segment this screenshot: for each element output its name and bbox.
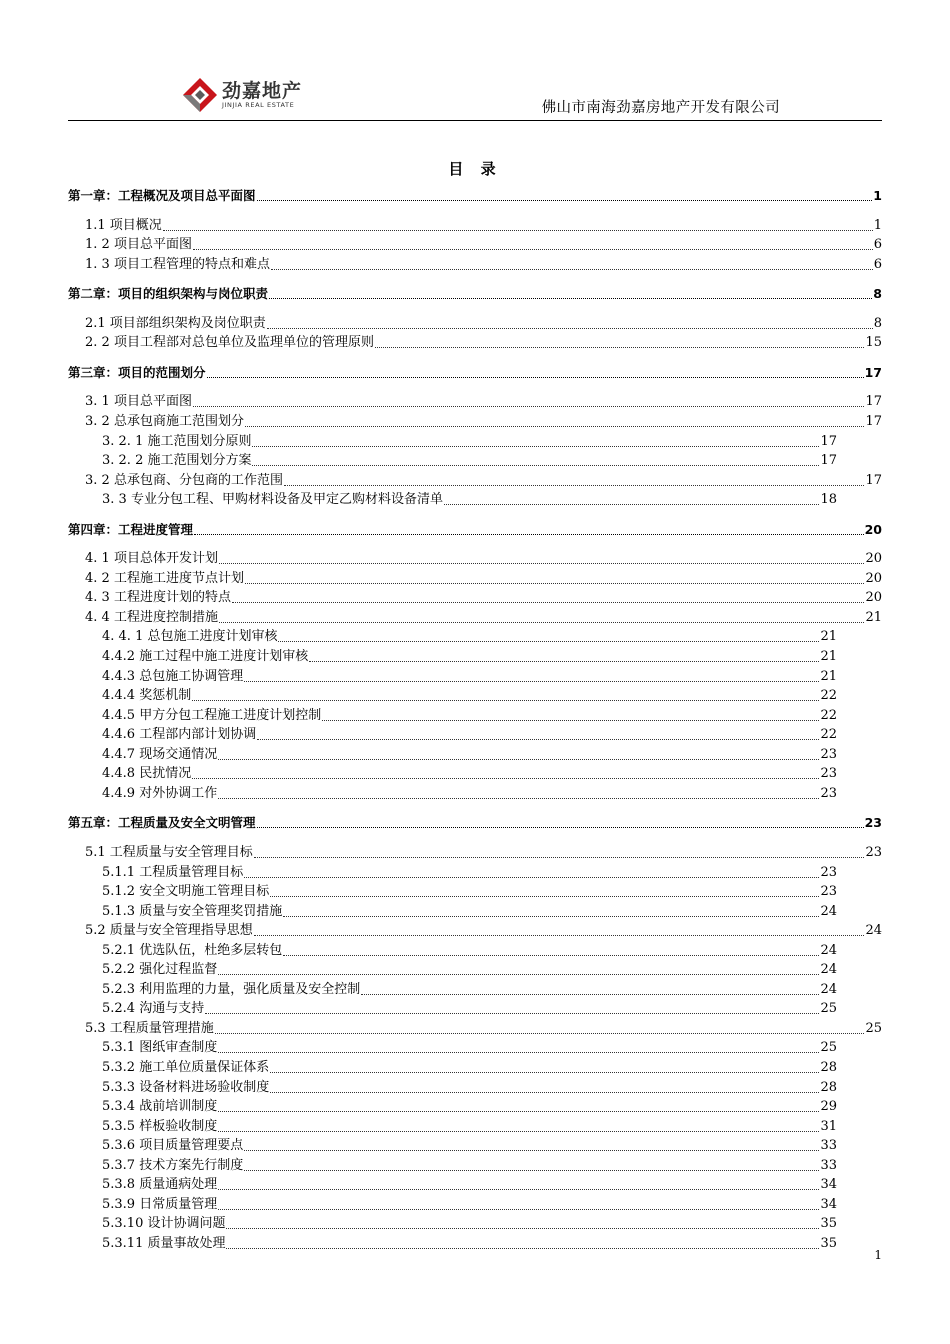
logo-english-text: JINJIA REAL ESTATE <box>222 101 295 109</box>
toc-entry-title: 3. 2 总承包商施工范围划分 <box>85 413 244 429</box>
toc-page-number: 17 <box>820 453 837 469</box>
toc-dot-leader <box>218 1111 819 1112</box>
toc-entry-title: 5.3 工程质量管理措施 <box>85 1020 214 1036</box>
toc-entry[interactable] <box>102 1156 837 1175</box>
toc-entry-title: 4. 1 项目总体开发计划 <box>85 551 218 567</box>
toc-entry[interactable] <box>102 863 837 882</box>
toc-page-number: 23 <box>820 864 837 880</box>
toc-page-number: 8 <box>873 286 882 302</box>
toc-dot-leader <box>257 200 873 201</box>
toc-entry-title: 5.2.1 优选队伍，杜绝多层转包 <box>102 942 283 958</box>
toc-page-number: 21 <box>820 629 837 645</box>
toc-page-number: 24 <box>865 923 882 939</box>
toc-dot-leader <box>192 700 819 701</box>
toc-entry[interactable] <box>102 647 837 666</box>
toc-entry-title: 4. 3 工程进度计划的特点 <box>85 590 231 606</box>
toc-dot-leader <box>267 328 873 329</box>
toc-entry[interactable] <box>102 1234 837 1253</box>
toc-dot-leader <box>271 269 873 270</box>
toc-entry[interactable] <box>85 333 882 352</box>
toc-dot-leader <box>205 1013 819 1014</box>
toc-entry-title: 5.2.3 利用监理的力量，强化质量及安全控制 <box>102 981 361 997</box>
toc-page-number: 22 <box>820 688 837 704</box>
toc-dot-leader <box>218 798 819 799</box>
toc-entry-title: 4. 4. 1 总包施工进度计划审核 <box>102 629 278 645</box>
toc-entry-title: 5.3.6 项目质量管理要点 <box>102 1138 244 1154</box>
toc-entry[interactable] <box>102 1078 837 1097</box>
toc-page-number: 17 <box>864 364 882 380</box>
toc-dot-leader <box>207 377 864 378</box>
toc-entry[interactable] <box>102 432 837 451</box>
toc-dot-leader <box>375 347 865 348</box>
company-name: 佛山市南海劲嘉房地产开发有限公司 <box>541 100 780 116</box>
toc-dot-leader <box>257 827 864 828</box>
toc-dot-leader <box>218 1052 819 1053</box>
toc-page-number: 23 <box>820 746 837 762</box>
toc-page-number: 21 <box>865 609 882 625</box>
toc-entry[interactable] <box>102 725 837 744</box>
toc-entry-title: 第五章：工程质量及安全文明管理 <box>68 815 256 831</box>
toc-dot-leader <box>192 778 819 779</box>
toc-dot-leader <box>218 1131 819 1132</box>
toc-entry-title: 4.4.3 总包施工协调管理 <box>102 668 244 684</box>
toc-entry[interactable] <box>102 941 837 960</box>
toc-entry-title: 第一章：工程概况及项目总平面图 <box>68 188 256 203</box>
toc-page-number: 6 <box>873 256 882 272</box>
toc-entry[interactable] <box>85 314 882 333</box>
toc-entry-title: 5.1.2 安全文明施工管理目标 <box>102 884 270 900</box>
toc-page-number: 23 <box>820 766 837 782</box>
toc-page-number: 8 <box>873 315 882 331</box>
toc-dot-leader <box>226 1248 819 1249</box>
toc-entry-title: 4.4.7 现场交通情况 <box>102 746 218 762</box>
toc-page-number: 24 <box>820 962 837 978</box>
toc-dot-leader <box>283 916 819 917</box>
toc-dot-leader <box>218 1189 819 1190</box>
toc-page-number: 24 <box>820 903 837 919</box>
toc-page-number: 35 <box>820 1235 837 1251</box>
toc-entry[interactable] <box>102 764 837 783</box>
toc-entry-title: 3. 1 项目总平面图 <box>85 394 192 410</box>
toc-entry-title: 1. 3 项目工程管理的特点和难点 <box>85 256 270 272</box>
toc-entry[interactable] <box>85 921 882 940</box>
toc-dot-leader <box>361 994 819 995</box>
toc-page-number: 21 <box>820 649 837 664</box>
toc-entry[interactable] <box>102 1175 837 1194</box>
toc-entry[interactable] <box>85 608 882 627</box>
toc-dot-leader <box>219 563 865 564</box>
toc-entry-title: 5.1.3 质量与安全管理奖罚措施 <box>102 903 283 919</box>
toc-dot-leader <box>254 935 865 936</box>
toc-page-number: 22 <box>820 727 837 743</box>
toc-entry[interactable] <box>102 745 837 764</box>
page-header <box>68 70 882 121</box>
toc-entry[interactable] <box>102 1117 837 1136</box>
toc-entry-title: 第三章：项目的范围划分 <box>68 364 206 380</box>
toc-dot-leader <box>284 485 865 486</box>
toc-entry[interactable] <box>102 490 837 509</box>
toc-entry[interactable] <box>102 1195 837 1214</box>
toc-dot-leader <box>244 681 819 682</box>
toc-entry[interactable] <box>85 588 882 607</box>
toc-dot-leader <box>245 426 865 427</box>
toc-page-number: 20 <box>865 551 882 567</box>
toc-title: 目 录 <box>448 160 502 178</box>
toc-entry[interactable] <box>85 549 882 568</box>
toc-dot-leader <box>163 230 873 231</box>
toc-entry-title: 5.3.8 质量通病处理 <box>102 1177 218 1193</box>
toc-entry[interactable] <box>102 902 837 921</box>
toc-entry[interactable] <box>102 686 837 705</box>
toc-entry[interactable] <box>102 1214 837 1233</box>
toc-dot-leader <box>252 446 819 447</box>
toc-page-number: 31 <box>820 1118 837 1134</box>
toc-entry-title: 4.4.4 奖惩机制 <box>102 688 192 704</box>
toc-entry-title: 第四章：工程进度管理 <box>68 521 194 537</box>
toc-entry-title: 3. 2. 1 施工范围划分原则 <box>102 433 252 449</box>
toc-entry-title: 5.3.2 施工单位质量保证体系 <box>102 1060 270 1075</box>
toc-page-number: 1 <box>873 217 882 233</box>
toc-dot-leader <box>215 1033 865 1034</box>
toc-entry-title: 4.4.8 民扰情况 <box>102 766 192 782</box>
toc-entry-title: 1.1 项目概况 <box>85 217 162 233</box>
toc-entry-title: 5.3.4 战前培训制度 <box>102 1099 218 1115</box>
toc-page-number: 17 <box>865 472 882 488</box>
toc-entry[interactable] <box>102 1038 837 1057</box>
toc-entry[interactable] <box>85 843 882 862</box>
toc-entry[interactable] <box>85 235 882 254</box>
toc-page-number: 23 <box>820 884 837 900</box>
toc-entry[interactable] <box>102 882 837 901</box>
toc-entry-title: 5.3.9 日常质量管理 <box>102 1196 218 1212</box>
toc-entry-title: 3. 2 总承包商、分包商的工作范围 <box>85 472 283 488</box>
toc-dot-leader <box>194 534 864 535</box>
toc-entry[interactable] <box>102 980 837 999</box>
toc-entry[interactable] <box>85 1019 882 1038</box>
toc-page-number: 17 <box>820 433 837 449</box>
toc-dot-leader <box>193 406 865 407</box>
toc-entry-title: 2. 2 项目工程部对总包单位及监理单位的管理原则 <box>85 335 374 351</box>
toc-page-number: 20 <box>864 521 882 537</box>
toc-entry[interactable] <box>102 451 837 470</box>
toc-dot-leader <box>309 661 819 662</box>
toc-entry-title: 3. 3 专业分包工程、甲购材料设备及甲定乙购材料设备清单 <box>102 492 443 508</box>
toc-dot-leader <box>322 720 819 721</box>
toc-page-number: 17 <box>865 413 882 429</box>
page-number: 1 <box>874 1248 882 1262</box>
toc-entry-title: 5.3.11 质量事故处理 <box>102 1235 226 1251</box>
toc-dot-leader <box>257 739 819 740</box>
toc-entry[interactable] <box>85 255 882 274</box>
toc-dot-leader <box>269 298 872 299</box>
toc-page-number: 20 <box>865 590 882 606</box>
toc-dot-leader <box>444 504 820 505</box>
toc-entry[interactable] <box>102 1097 837 1116</box>
toc-entry-title: 5.1.1 工程质量管理目标 <box>102 864 244 880</box>
toc-entry[interactable] <box>102 706 837 725</box>
toc-page-number: 25 <box>865 1020 882 1036</box>
toc-page-number: 23 <box>865 844 882 860</box>
toc-page-number: 34 <box>820 1196 837 1212</box>
toc-dot-leader <box>254 857 865 858</box>
toc-entry-title: 5.3.10 设计协调问题 <box>102 1216 226 1232</box>
toc-dot-leader <box>278 641 819 642</box>
toc-dot-leader <box>252 465 819 466</box>
toc-page-number: 23 <box>864 815 882 831</box>
toc-entry-title: 5.3.7 技术方案先行制度 <box>102 1157 244 1173</box>
toc-entry-title: 4. 4 工程进度控制措施 <box>85 609 218 625</box>
toc-entry[interactable] <box>102 1136 837 1155</box>
toc-entry-title: 4.4.9 对外协调工作 <box>102 785 218 801</box>
toc-dot-leader <box>218 1209 819 1210</box>
toc-dot-leader <box>244 877 819 878</box>
toc-page-number: 33 <box>820 1157 837 1173</box>
toc-dot-leader <box>270 1072 819 1073</box>
toc-dot-leader <box>244 1170 819 1171</box>
toc-page-number: 21 <box>820 668 837 684</box>
toc-entry-title: 1. 2 项目总平面图 <box>85 237 192 253</box>
toc-dot-leader <box>226 1228 819 1229</box>
toc-entry[interactable] <box>85 471 882 490</box>
toc-page-number: 22 <box>820 707 837 723</box>
toc-dot-leader <box>283 955 819 956</box>
toc-chapter-entry[interactable] <box>68 363 882 382</box>
toc-entry-title: 2.1 项目部组织架构及岗位职责 <box>85 315 266 331</box>
toc-dot-leader <box>193 249 873 250</box>
toc-page-number: 24 <box>820 981 837 997</box>
toc-entry[interactable] <box>102 1058 837 1077</box>
toc-entry-title: 4.4.5 甲方分包工程施工进度计划控制 <box>102 707 322 723</box>
toc-page-number: 24 <box>820 942 837 958</box>
toc-entry-title: 4. 2 工程施工进度节点计划 <box>85 570 244 586</box>
toc-page-number: 18 <box>820 492 837 508</box>
toc-entry-title: 5.2.2 强化过程监督 <box>102 962 218 978</box>
toc-dot-leader <box>245 583 865 584</box>
toc-entry[interactable] <box>85 216 882 235</box>
company-logo <box>180 76 320 114</box>
toc-page-number: 33 <box>820 1138 837 1154</box>
toc-entry[interactable] <box>102 999 837 1018</box>
toc-entry-title: 4.4.2 施工过程中施工进度计划审核 <box>102 649 309 664</box>
toc-entry-title: 5.1 工程质量与安全管理目标 <box>85 844 253 860</box>
toc-entry-title: 5.3.3 设备材料进场验收制度 <box>102 1079 270 1095</box>
toc-entry-title: 5.2.4 沟通与支持 <box>102 1001 205 1017</box>
toc-chapter-entry[interactable] <box>68 186 882 205</box>
toc-page-number: 28 <box>820 1079 837 1095</box>
toc-entry[interactable] <box>85 412 882 431</box>
toc-page-number: 17 <box>865 394 882 410</box>
toc-dot-leader <box>219 622 865 623</box>
toc-chapter-entry[interactable] <box>68 520 882 539</box>
toc-chapter-entry[interactable] <box>68 813 882 832</box>
toc-entry[interactable] <box>102 627 837 646</box>
toc-page-number: 1 <box>873 188 882 203</box>
logo-chinese-text: 劲嘉地产 <box>222 80 303 102</box>
toc-page-number: 25 <box>820 1040 837 1056</box>
toc-dot-leader <box>270 1092 819 1093</box>
toc-entry[interactable] <box>102 784 837 803</box>
toc-page-number: 35 <box>820 1216 837 1232</box>
toc-entry-title: 第二章：项目的组织架构与岗位职责 <box>68 286 269 302</box>
toc-page-number: 29 <box>820 1099 837 1115</box>
toc-dot-leader <box>232 602 865 603</box>
toc-entry[interactable] <box>85 392 882 411</box>
toc-chapter-entry[interactable] <box>68 284 882 303</box>
toc-page-number: 6 <box>873 237 882 253</box>
toc-page-number: 20 <box>865 570 882 586</box>
toc-page-number: 23 <box>820 785 837 801</box>
toc-dot-leader <box>218 759 819 760</box>
toc-entry-title: 4.4.6 工程部内部计划协调 <box>102 727 257 743</box>
toc-entry[interactable] <box>85 569 882 588</box>
toc-entry-title: 3. 2. 2 施工范围划分方案 <box>102 453 252 469</box>
toc-entry[interactable] <box>102 667 837 686</box>
toc-page-number: 34 <box>820 1177 837 1193</box>
toc-entry-title: 5.3.1 图纸审查制度 <box>102 1040 218 1056</box>
toc-entry[interactable] <box>102 960 837 979</box>
toc-page-number: 15 <box>865 335 882 351</box>
toc-page-number: 25 <box>820 1001 837 1017</box>
toc-dot-leader <box>218 974 819 975</box>
toc-entry-title: 5.2 质量与安全管理指导思想 <box>85 923 253 939</box>
toc-dot-leader <box>244 1150 819 1151</box>
toc-entry-title: 5.3.5 样板验收制度 <box>102 1118 218 1134</box>
toc-page-number: 28 <box>820 1060 837 1075</box>
toc-dot-leader <box>270 896 819 897</box>
